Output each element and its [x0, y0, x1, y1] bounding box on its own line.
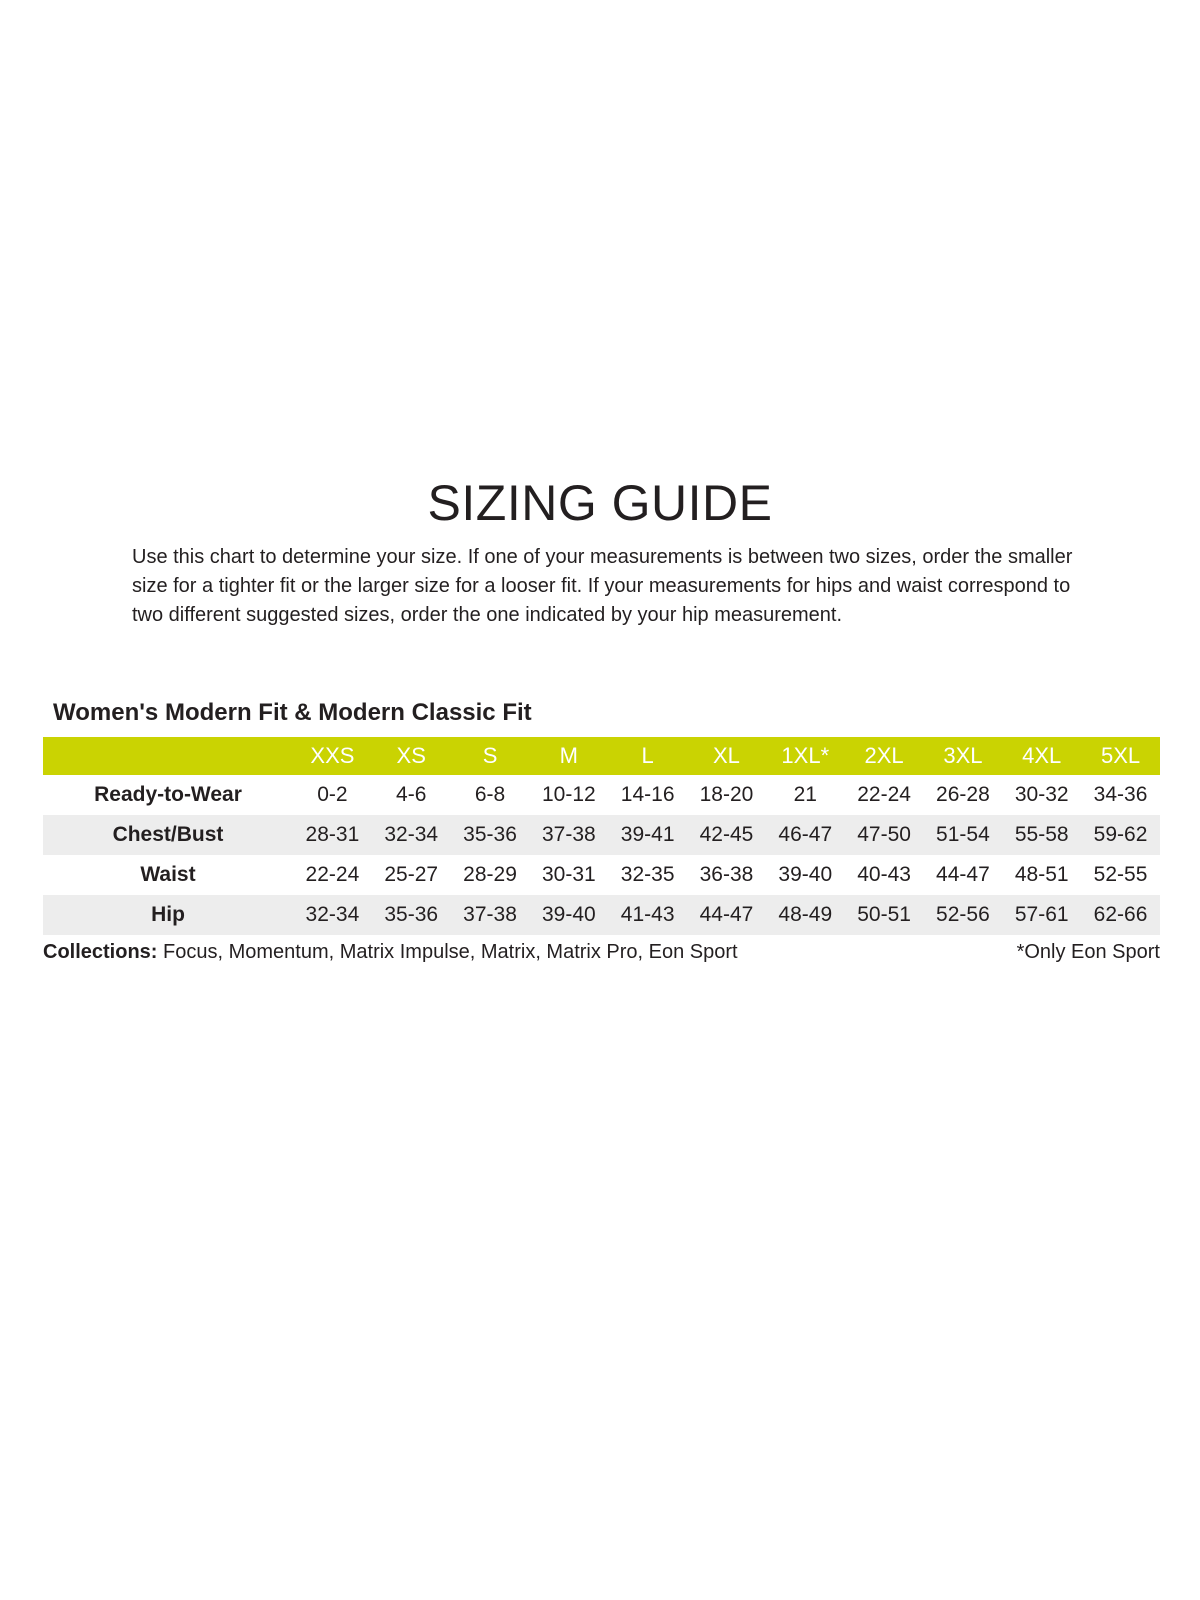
table-cell: 42-45	[699, 823, 754, 846]
column-header-4xl: 4XL	[1022, 743, 1062, 768]
table-cell: 22-24	[857, 783, 911, 806]
table-cell: 41-43	[620, 903, 675, 926]
table-row-ready-to-wear	[43, 775, 1160, 815]
table-cell: 62-66	[1093, 903, 1148, 926]
table-cell: 39-40	[778, 863, 833, 886]
table-row-chest-bust	[43, 815, 1160, 855]
column-header-m: M	[559, 743, 578, 768]
table-cell: 57-61	[1014, 903, 1069, 926]
table-cell: 35-36	[384, 903, 439, 926]
table-cell: 44-47	[936, 863, 990, 886]
table-cell: 52-56	[936, 903, 990, 926]
table-cell: 50-51	[857, 903, 911, 926]
table-cell: 51-54	[936, 823, 990, 846]
table-cell: 4-6	[396, 783, 427, 806]
table-cell: 37-38	[463, 903, 517, 926]
table-footer	[43, 941, 1160, 964]
footnote: *Only Eon Sport	[1016, 941, 1160, 963]
table-cell: 28-31	[305, 823, 360, 846]
table-cell: 35-36	[463, 823, 517, 846]
section-heading: Women's Modern Fit & Modern Classic Fit	[53, 699, 532, 726]
table-cell: 32-34	[305, 903, 360, 926]
table-cell: 39-40	[541, 903, 596, 926]
column-header-xs: XS	[396, 743, 426, 768]
table-row-waist	[43, 855, 1160, 895]
table-cell: 25-27	[384, 863, 439, 886]
table-cell: 10-12	[541, 783, 596, 806]
table-cell: 26-28	[936, 783, 990, 806]
table-cell: 30-31	[541, 863, 596, 886]
table-cell: 40-43	[857, 863, 911, 886]
table-cell: 22-24	[305, 863, 360, 886]
collections-line	[43, 941, 738, 964]
size-table-header-row	[43, 737, 1160, 775]
table-cell: 21	[793, 783, 817, 806]
table-cell: 55-58	[1014, 823, 1069, 846]
table-cell: 48-51	[1014, 863, 1069, 886]
table-cell: 47-50	[857, 823, 911, 846]
table-cell: 6-8	[474, 783, 506, 806]
column-header-3xl: 3XL	[943, 743, 983, 768]
column-header-1xl: 1XL*	[781, 743, 830, 768]
row-label: Chest/Bust	[112, 823, 224, 846]
column-header-xxs: XXS	[310, 743, 355, 768]
intro-paragraph: Use this chart to determine your size. If one of your measurements is between two sizes, order the smaller size for a tighter fit or the larger size for a looser fit. If your measurements for hips and waist correspond to two different suggested sizes, order the one indicated by your hip measurement.	[132, 546, 1073, 626]
collections-list: Focus, Momentum, Matrix Impulse, Matrix, Matrix Pro, Eon Sport	[157, 941, 738, 963]
table-cell: 48-49	[778, 903, 833, 926]
column-header-s: S	[482, 743, 498, 768]
table-cell: 37-38	[541, 823, 596, 846]
column-header-2xl: 2XL	[864, 743, 904, 768]
column-header-l: L	[641, 743, 654, 768]
table-row-hip	[43, 895, 1160, 935]
table-cell: 30-32	[1014, 783, 1069, 806]
table-cell: 34-36	[1093, 783, 1148, 806]
row-label: Waist	[140, 863, 196, 886]
size-table	[43, 737, 1160, 935]
table-cell: 14-16	[620, 783, 675, 806]
table-cell: 39-41	[620, 823, 675, 846]
column-header-xl: XL	[713, 743, 740, 768]
table-cell: 46-47	[778, 823, 833, 846]
table-cell: 0-2	[317, 783, 348, 806]
table-cell: 36-38	[699, 863, 754, 886]
collections-label: Collections:	[43, 941, 158, 963]
table-cell: 32-35	[620, 863, 675, 886]
table-cell: 52-55	[1093, 863, 1148, 886]
table-cell: 32-34	[384, 823, 439, 846]
page-title: SIZING GUIDE	[427, 475, 773, 531]
table-cell: 59-62	[1093, 823, 1148, 846]
table-cell: 18-20	[699, 783, 754, 806]
row-label: Ready-to-Wear	[94, 783, 242, 806]
column-header-5xl: 5XL	[1100, 743, 1141, 768]
table-cell: 28-29	[463, 863, 517, 886]
table-cell: 44-47	[699, 903, 754, 926]
row-label: Hip	[151, 903, 185, 926]
